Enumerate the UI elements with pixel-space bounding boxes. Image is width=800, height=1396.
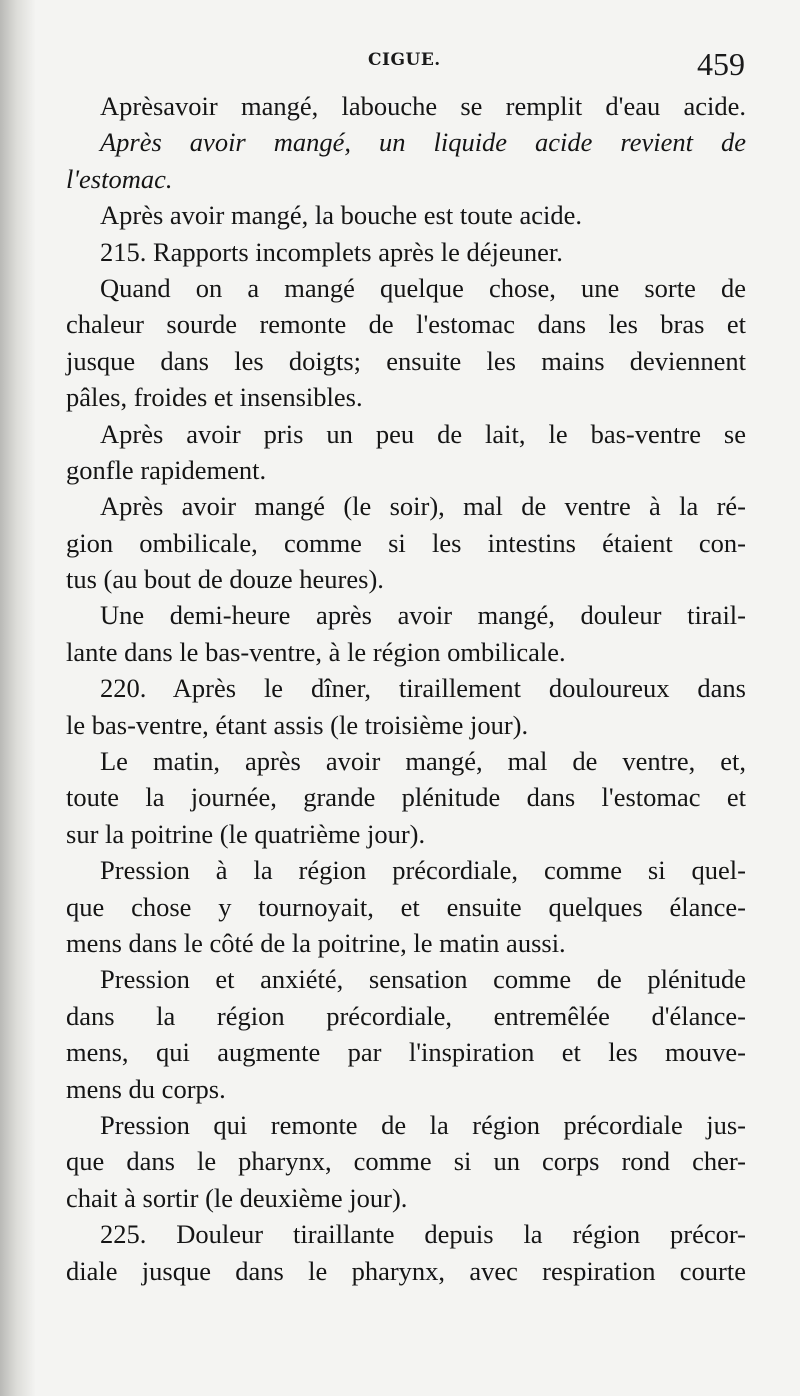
text-line: mens du corps. bbox=[66, 1073, 226, 1104]
running-head-title: CIGUE. bbox=[368, 50, 441, 70]
text-line: que chose y tournoyait, et ensuite quelques élance- bbox=[66, 891, 746, 922]
text-line: 220. Après le dîner, tiraillement douloureux dans bbox=[100, 673, 746, 704]
text-line: le bas-ventre, étant assis (le troisième jour). bbox=[66, 709, 529, 740]
text-line: Une demi-heure après avoir mangé, douleur tirail- bbox=[100, 600, 746, 631]
text-line: Après avoir mangé, un liquide acide revient de bbox=[100, 127, 746, 158]
text-line: tus (au bout de douze heures). bbox=[66, 564, 384, 595]
running-head bbox=[0, 46, 800, 86]
text-line: lante dans le bas-ventre, à le région ombilicale. bbox=[66, 636, 566, 667]
text-line: Après avoir mangé (le soir), mal de ventre à la ré- bbox=[100, 491, 746, 522]
text-line: l'estomac. bbox=[66, 163, 173, 194]
text-line: Pression à la région précordiale, comme si quel- bbox=[100, 855, 746, 886]
page-number: 459 bbox=[697, 46, 745, 82]
text-line: Pression et anxiété, sensation comme de plénitude bbox=[100, 964, 746, 995]
text-line: que dans le pharynx, comme si un corps rond cher- bbox=[66, 1146, 746, 1177]
text-line: mens dans le côté de la poitrine, le matin aussi. bbox=[66, 927, 566, 958]
binding-shadow bbox=[0, 0, 36, 1396]
text-line: Aprèsavoir mangé, labouche se remplit d'eau acide. bbox=[100, 91, 746, 121]
text-line: diale jusque dans le pharynx, avec respiration courte bbox=[66, 1255, 746, 1286]
text-line: chaleur sourde remonte de l'estomac dans les bras et bbox=[66, 309, 746, 340]
text-line: sur la poitrine (le quatrième jour). bbox=[66, 818, 426, 849]
text-line: 215. Rapports incomplets après le déjeuner. bbox=[100, 236, 563, 267]
text-line: mens, qui augmente par l'inspiration et les mouve- bbox=[66, 1037, 746, 1068]
text-line: pâles, froides et insensibles. bbox=[66, 382, 363, 413]
text-line: dans la région précordiale, entremêlée d'élance- bbox=[66, 1000, 746, 1031]
text-line: 225. Douleur tiraillante depuis la région précor- bbox=[100, 1219, 746, 1250]
body-text bbox=[66, 88, 746, 1289]
text-line: Quand on a mangé quelque chose, une sorte de bbox=[100, 272, 746, 303]
text-line: chait à sortir (le deuxième jour). bbox=[66, 1182, 408, 1213]
text-line: gion ombilicale, comme si les intestins étaient con- bbox=[66, 527, 746, 558]
text-line: jusque dans les doigts; ensuite les mains deviennent bbox=[66, 345, 746, 376]
text-line: Après avoir mangé, la bouche est toute acide. bbox=[100, 200, 582, 231]
text-line: Pression qui remonte de la région précordiale jus- bbox=[100, 1109, 746, 1140]
text-line: Après avoir pris un peu de lait, le bas-ventre se bbox=[100, 418, 746, 449]
text-line: Le matin, après avoir mangé, mal de ventre, et, bbox=[100, 746, 746, 777]
text-line: gonfle rapidement. bbox=[66, 454, 267, 485]
text-line: toute la journée, grande plénitude dans l'estomac et bbox=[66, 782, 746, 813]
